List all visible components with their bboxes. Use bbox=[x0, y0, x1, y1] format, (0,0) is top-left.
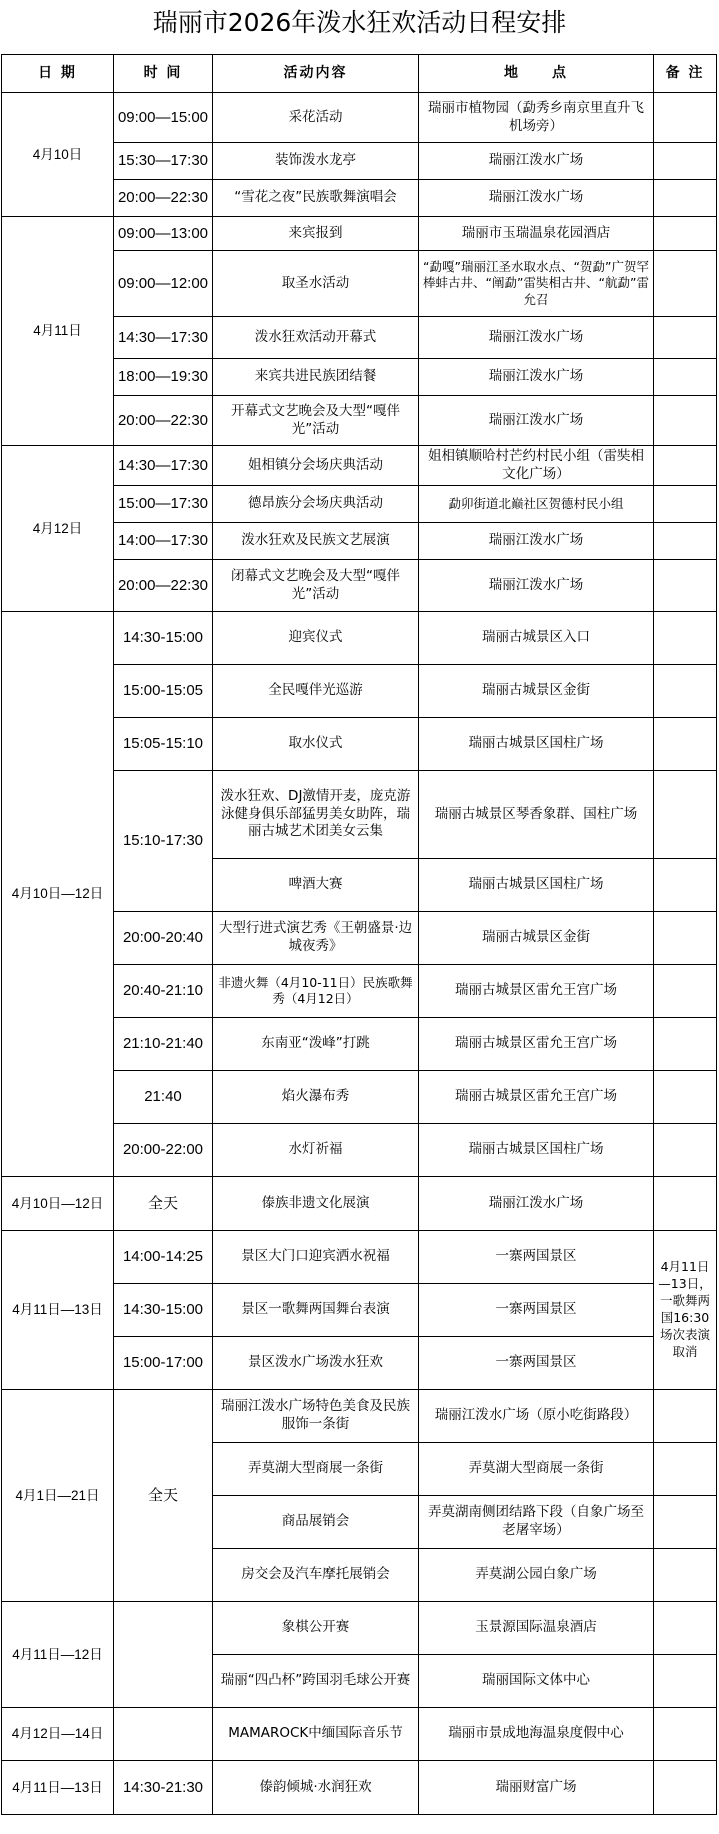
note-cell: 4月11日—13日，一歌舞两国16:30场次表演取消 bbox=[654, 1231, 717, 1390]
header-date: 日 期 bbox=[2, 55, 114, 93]
activity-cell: 景区泼水广场泼水狂欢 bbox=[213, 1337, 419, 1390]
time-cell: 14:00-14:25 bbox=[114, 1231, 213, 1284]
activity-cell: 德昂族分会场庆典活动 bbox=[213, 486, 419, 523]
activity-cell: 商品展销会 bbox=[213, 1496, 419, 1549]
time-cell: 20:00—22:30 bbox=[114, 180, 213, 217]
location-cell: 瑞丽江泼水广场 bbox=[419, 180, 654, 217]
activity-cell: 瑞丽“四凸杯”跨国羽毛球公开赛 bbox=[213, 1655, 419, 1708]
location-cell: “勐嘎”瑞丽江圣水取水点、“贺勐”广贺罕棒蚌古井、“阐勐”雷奘相古井、“航勐”雷允召 bbox=[419, 251, 654, 317]
location-cell: 瑞丽江泼水广场 bbox=[419, 1177, 654, 1231]
table-row bbox=[2, 1177, 717, 1231]
location-cell: 一寨两国景区 bbox=[419, 1284, 654, 1337]
time-cell bbox=[114, 1708, 213, 1761]
time-cell: 09:00—15:00 bbox=[114, 93, 213, 143]
date-cell: 4月10日—12日 bbox=[2, 612, 114, 1177]
time-cell: 15:30—17:30 bbox=[114, 143, 213, 180]
location-cell: 瑞丽古城景区金街 bbox=[419, 912, 654, 965]
activity-cell: 来宾报到 bbox=[213, 217, 419, 251]
location-cell: 瑞丽古城景区琴香象群、国柱广场 bbox=[419, 771, 654, 859]
time-cell: 14:30—17:30 bbox=[114, 317, 213, 359]
location-cell: 瑞丽古城景区国柱广场 bbox=[419, 859, 654, 912]
note-cell bbox=[654, 1071, 717, 1124]
location-cell: 弄莫湖南侧团结路下段（自象广场至老屠宰场） bbox=[419, 1496, 654, 1549]
time-cell: 15:00-17:00 bbox=[114, 1337, 213, 1390]
note-cell bbox=[654, 217, 717, 251]
activity-cell: 闭幕式文艺晚会及大型“嘎伴光”活动 bbox=[213, 560, 419, 612]
date-cell: 4月10日—12日 bbox=[2, 1177, 114, 1231]
note-cell bbox=[654, 1177, 717, 1231]
time-cell: 18:00—19:30 bbox=[114, 359, 213, 396]
location-cell: 勐卯街道北巅社区贺德村民小组 bbox=[419, 486, 654, 523]
note-cell bbox=[654, 523, 717, 560]
location-cell: 姐相镇顺哈村芒约村民小组（雷奘相文化广场） bbox=[419, 446, 654, 486]
note-cell bbox=[654, 1496, 717, 1549]
location-cell: 瑞丽江泼水广场 bbox=[419, 523, 654, 560]
time-cell: 14:30-15:00 bbox=[114, 1284, 213, 1337]
activity-cell: 非遗火舞（4月10-11日）民族歌舞秀（4月12日） bbox=[213, 965, 419, 1018]
time-cell: 20:00—22:30 bbox=[114, 396, 213, 446]
note-cell bbox=[654, 1602, 717, 1655]
time-cell bbox=[114, 1602, 213, 1708]
note-cell bbox=[654, 771, 717, 859]
location-cell: 瑞丽古城景区雷允王宫广场 bbox=[419, 1018, 654, 1071]
location-cell: 瑞丽江泼水广场（原小吃街路段） bbox=[419, 1390, 654, 1443]
activity-cell: 弄莫湖大型商展一条街 bbox=[213, 1443, 419, 1496]
header-activity: 活动内容 bbox=[213, 55, 419, 93]
activity-cell: 泼水狂欢活动开幕式 bbox=[213, 317, 419, 359]
date-cell: 4月11日—13日 bbox=[2, 1761, 114, 1815]
location-cell: 瑞丽江泼水广场 bbox=[419, 143, 654, 180]
time-cell: 09:00—12:00 bbox=[114, 251, 213, 317]
time-cell: 14:30—17:30 bbox=[114, 446, 213, 486]
location-cell: 瑞丽江泼水广场 bbox=[419, 317, 654, 359]
time-cell: 15:10-17:30 bbox=[114, 771, 213, 912]
activity-cell: 景区大门口迎宾洒水祝福 bbox=[213, 1231, 419, 1284]
date-cell: 4月11日—13日 bbox=[2, 1231, 114, 1390]
activity-cell: 开幕式文艺晚会及大型“嘎伴光”活动 bbox=[213, 396, 419, 446]
time-cell: 15:00-15:05 bbox=[114, 665, 213, 718]
location-cell: 弄莫湖公园白象广场 bbox=[419, 1549, 654, 1602]
note-cell bbox=[654, 1124, 717, 1177]
activity-cell: 姐相镇分会场庆典活动 bbox=[213, 446, 419, 486]
time-cell: 20:40-21:10 bbox=[114, 965, 213, 1018]
location-cell: 弄莫湖大型商展一条街 bbox=[419, 1443, 654, 1496]
note-cell bbox=[654, 965, 717, 1018]
activity-cell: “雪花之夜”民族歌舞演唱会 bbox=[213, 180, 419, 217]
activity-cell: 装饰泼水龙亭 bbox=[213, 143, 419, 180]
activity-cell: 取圣水活动 bbox=[213, 251, 419, 317]
table-row bbox=[2, 93, 717, 143]
note-cell bbox=[654, 1390, 717, 1443]
time-cell: 全天 bbox=[114, 1177, 213, 1231]
note-cell bbox=[654, 912, 717, 965]
time-cell: 21:40 bbox=[114, 1071, 213, 1124]
activity-cell: 傣族非遗文化展演 bbox=[213, 1177, 419, 1231]
location-cell: 瑞丽市景成地海温泉度假中心 bbox=[419, 1708, 654, 1761]
note-cell bbox=[654, 612, 717, 665]
note-cell bbox=[654, 718, 717, 771]
activity-cell: 房交会及汽车摩托展销会 bbox=[213, 1549, 419, 1602]
location-cell: 瑞丽财富广场 bbox=[419, 1761, 654, 1815]
activity-cell: 景区一歌舞两国舞台表演 bbox=[213, 1284, 419, 1337]
note-cell bbox=[654, 396, 717, 446]
time-cell: 20:00-22:00 bbox=[114, 1124, 213, 1177]
note-cell bbox=[654, 251, 717, 317]
table-row bbox=[2, 1602, 717, 1655]
activity-cell: 泼水狂欢及民族文艺展演 bbox=[213, 523, 419, 560]
page-title: 瑞丽市2026年泼水狂欢活动日程安排 bbox=[152, 8, 567, 37]
location-cell: 一寨两国景区 bbox=[419, 1231, 654, 1284]
time-cell: 15:05-15:10 bbox=[114, 718, 213, 771]
note-cell bbox=[654, 143, 717, 180]
date-cell: 4月11日—12日 bbox=[2, 1602, 114, 1708]
note-cell bbox=[654, 1549, 717, 1602]
header-note: 备 注 bbox=[654, 55, 717, 93]
activity-cell: 傣韵倾城·水润狂欢 bbox=[213, 1761, 419, 1815]
note-cell bbox=[654, 180, 717, 217]
note-cell bbox=[654, 317, 717, 359]
note-cell bbox=[654, 446, 717, 486]
activity-cell: 大型行进式演艺秀《王朝盛景·边城夜秀》 bbox=[213, 912, 419, 965]
activity-cell: 水灯祈福 bbox=[213, 1124, 419, 1177]
note-cell bbox=[654, 1018, 717, 1071]
location-cell: 瑞丽江泼水广场 bbox=[419, 560, 654, 612]
header-time: 时 间 bbox=[114, 55, 213, 93]
activity-cell: 东南亚“泼峰”打跳 bbox=[213, 1018, 419, 1071]
time-cell: 09:00—13:00 bbox=[114, 217, 213, 251]
time-cell: 14:30-15:00 bbox=[114, 612, 213, 665]
activity-cell: 取水仪式 bbox=[213, 718, 419, 771]
location-cell: 瑞丽古城景区国柱广场 bbox=[419, 718, 654, 771]
note-cell bbox=[654, 1655, 717, 1708]
location-cell: 瑞丽江泼水广场 bbox=[419, 396, 654, 446]
activity-cell: 啤酒大赛 bbox=[213, 859, 419, 912]
location-cell: 瑞丽市玉瑞温泉花园酒店 bbox=[419, 217, 654, 251]
location-cell: 瑞丽古城景区金街 bbox=[419, 665, 654, 718]
date-cell: 4月12日 bbox=[2, 446, 114, 612]
location-cell: 一寨两国景区 bbox=[419, 1337, 654, 1390]
table-row bbox=[2, 1708, 717, 1761]
activity-cell: 迎宾仪式 bbox=[213, 612, 419, 665]
activity-cell: 全民嘎伴光巡游 bbox=[213, 665, 419, 718]
time-cell: 20:00-20:40 bbox=[114, 912, 213, 965]
note-cell bbox=[654, 859, 717, 912]
date-cell: 4月10日 bbox=[2, 93, 114, 217]
table-row bbox=[2, 1390, 717, 1443]
date-cell: 4月12日—14日 bbox=[2, 1708, 114, 1761]
time-cell: 14:30-21:30 bbox=[114, 1761, 213, 1815]
table-row bbox=[2, 612, 717, 665]
note-cell bbox=[654, 1761, 717, 1815]
location-cell: 瑞丽古城景区雷允王宫广场 bbox=[419, 965, 654, 1018]
activity-cell: 采花活动 bbox=[213, 93, 419, 143]
location-cell: 瑞丽古城景区国柱广场 bbox=[419, 1124, 654, 1177]
location-cell: 瑞丽古城景区入口 bbox=[419, 612, 654, 665]
date-cell: 4月11日 bbox=[2, 217, 114, 446]
location-cell: 瑞丽市植物园（勐秀乡南京里直升飞机场旁） bbox=[419, 93, 654, 143]
location-cell: 瑞丽国际文体中心 bbox=[419, 1655, 654, 1708]
location-cell: 玉景源国际温泉酒店 bbox=[419, 1602, 654, 1655]
time-cell: 14:00—17:30 bbox=[114, 523, 213, 560]
table-row bbox=[2, 1231, 717, 1284]
schedule-table bbox=[1, 54, 717, 1815]
activity-cell: 泼水狂欢、DJ激情开麦，庞克游泳健身俱乐部猛男美女助阵，瑞丽古城艺术团美女云集 bbox=[213, 771, 419, 859]
time-cell: 全天 bbox=[114, 1390, 213, 1602]
header-location: 地 点 bbox=[419, 55, 654, 93]
activity-cell: 来宾共进民族团结餐 bbox=[213, 359, 419, 396]
table-row bbox=[2, 217, 717, 251]
note-cell bbox=[654, 359, 717, 396]
table-row bbox=[2, 1761, 717, 1815]
activity-cell: 象棋公开赛 bbox=[213, 1602, 419, 1655]
location-cell: 瑞丽古城景区雷允王宫广场 bbox=[419, 1071, 654, 1124]
activity-cell: 瑞丽江泼水广场特色美食及民族服饰一条街 bbox=[213, 1390, 419, 1443]
time-cell: 20:00—22:30 bbox=[114, 560, 213, 612]
activity-cell: MAMAROCK中缅国际音乐节 bbox=[213, 1708, 419, 1761]
note-cell bbox=[654, 665, 717, 718]
table-row bbox=[2, 446, 717, 486]
note-cell bbox=[654, 486, 717, 523]
note-cell bbox=[654, 93, 717, 143]
note-cell bbox=[654, 560, 717, 612]
location-cell: 瑞丽江泼水广场 bbox=[419, 359, 654, 396]
date-cell: 4月1日—21日 bbox=[2, 1390, 114, 1602]
note-cell bbox=[654, 1443, 717, 1496]
header-row bbox=[2, 55, 717, 93]
activity-cell: 焰火瀑布秀 bbox=[213, 1071, 419, 1124]
note-cell bbox=[654, 1708, 717, 1761]
time-cell: 21:10-21:40 bbox=[114, 1018, 213, 1071]
time-cell: 15:00—17:30 bbox=[114, 486, 213, 523]
